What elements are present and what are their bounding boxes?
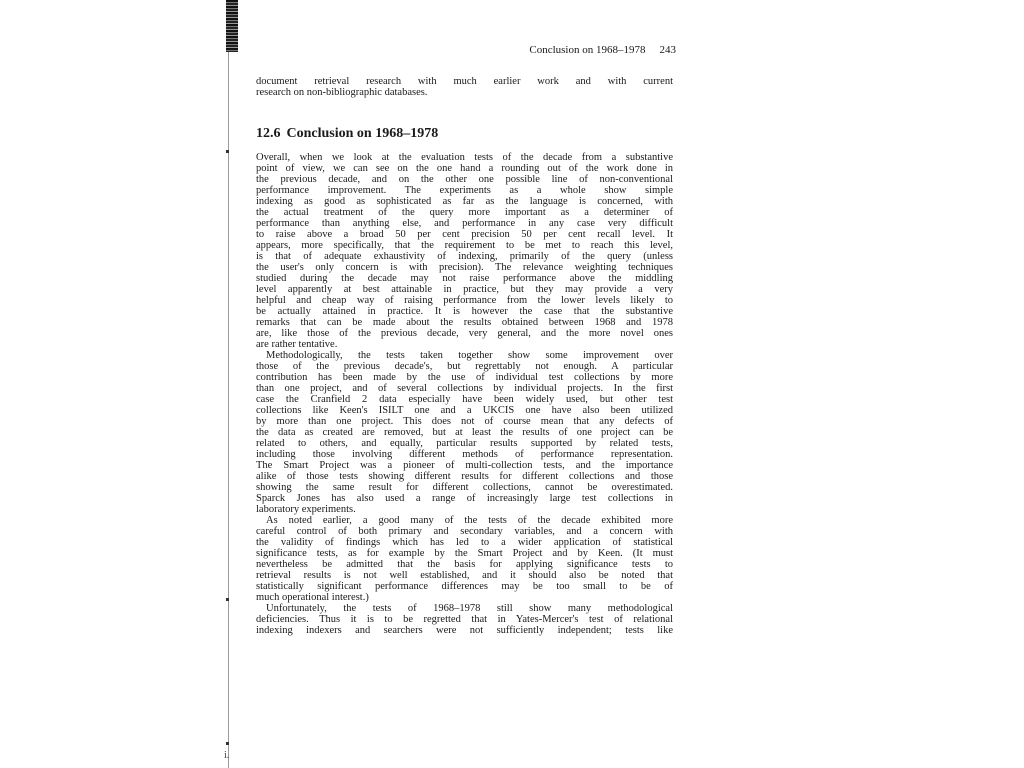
text-line: the validity of findings which has led to a wider application of statistical	[256, 537, 673, 548]
text-line: Overall, when we look at the evaluation tests of the decade from a substantive	[256, 152, 673, 163]
text-line: remarks that can be made about the results obtained between 1968 and 1978	[256, 317, 673, 328]
text-line: much operational interest.)	[256, 592, 369, 603]
text-line: document retrieval research with much earlier work and with current	[256, 76, 673, 87]
text-line: be actually attained in practice. It is however the case that the substantive	[256, 306, 673, 317]
text-line: collections like Keen's ISILT one and a UKCIS one have also been utilized	[256, 405, 673, 416]
text-line: statistically significant performance differences may be too small to be of	[256, 581, 673, 592]
section-number: 12.6	[256, 126, 281, 141]
text-line: helpful and cheap way of raising performance from the lower levels likely to	[256, 295, 673, 306]
text-line: is that of adequate exhaustivity of indexing, primarily of the query (unless	[256, 251, 673, 262]
text-line: Unfortunately, the tests of 1968–1978 still show many methodological	[266, 603, 673, 614]
margin-dot	[226, 150, 229, 153]
text-line: point of view, we can see on the one hand a rounding out of the work done in	[256, 163, 673, 174]
text-line: deficiencies. Thus it is to be regretted that in Yates-Mercer's test of relational	[256, 614, 673, 625]
margin-dot	[226, 742, 229, 745]
text-line: the actual treatment of the query more important as a determiner of	[256, 207, 673, 218]
text-line: appears, more specifically, that the requirement to be met to reach this level,	[256, 240, 673, 251]
binding-margin-line	[228, 52, 229, 768]
text-line: significance tests, as for example by the Smart Project and by Keen. (It must	[256, 548, 673, 559]
text-line: alike of those tests showing different results for different collections and those	[256, 471, 673, 482]
text-line: than one project, and of several collections by individual projects. In the first	[256, 383, 673, 394]
body-text	[256, 152, 673, 636]
text-line: level apparently at best attainable in practice, but they may provide a very	[256, 284, 673, 295]
page-number: 243	[659, 44, 676, 56]
text-line: to raise above a broad 50 per cent precision 50 per cent recall level. It	[256, 229, 673, 240]
section-heading	[256, 125, 673, 143]
text-line: nevertheless be admitted that the basis for applying significance tests to	[256, 559, 673, 570]
text-line: are rather tentative.	[256, 339, 338, 350]
text-line: laboratory experiments.	[256, 504, 356, 515]
text-line: by more than one project. This does not of course mean that any defects of	[256, 416, 673, 427]
text-line: related to others, and equally, particular results supported by related tests,	[256, 438, 673, 449]
text-line: the data as created are removed, but at least the results of one project can be	[256, 427, 673, 438]
lead-paragraph	[256, 76, 673, 98]
page-edge-shadow	[226, 0, 238, 52]
text-line: performance than anything else, and performance in any case very difficult	[256, 218, 673, 229]
text-line: including those involving different methods of performance representation.	[256, 449, 673, 460]
text-line: retrieval results is not well established, and it should also be noted that	[256, 570, 673, 581]
text-line: showing the same result for different collections, cannot be overestimated.	[256, 482, 673, 493]
margin-dot	[226, 598, 229, 601]
text-line: The Smart Project was a pioneer of multi-collection tests, and the importance	[256, 460, 673, 471]
running-head	[514, 43, 676, 57]
text-line: the previous decade, and on the other one possible line of non-conventional	[256, 174, 673, 185]
text-line: contribution has been made by the use of individual test collections by more	[256, 372, 673, 383]
text-line: studied during the decade may not raise performance above the middling	[256, 273, 673, 284]
text-line: indexing as good as sophisticated as far as the language is concerned, with	[256, 196, 673, 207]
text-line: performance improvement. The experiments as a whole show simple	[256, 185, 673, 196]
margin-mark: i.	[224, 750, 230, 761]
text-line: the user's only concern is with precision). The relevance weighting techniques	[256, 262, 673, 273]
text-line: case the Cranfield 2 data especially have been widely used, but other test	[256, 394, 673, 405]
text-line: research on non-bibliographic databases.	[256, 87, 428, 98]
text-line: careful control of both primary and secondary variables, and a concern with	[256, 526, 673, 537]
section-title: Conclusion on 1968–1978	[286, 126, 439, 141]
text-line: Methodologically, the tests taken together show some improvement over	[266, 350, 673, 361]
text-line: those of the previous decade's, but regrettably not enough. A particular	[256, 361, 673, 372]
running-head-title: Conclusion on 1968–1978	[529, 44, 646, 56]
text-line: indexing indexers and searchers were not sufficiently independent; tests like	[256, 625, 673, 636]
text-line: Sparck Jones has also used a range of increasingly large test collections in	[256, 493, 673, 504]
text-line: are, like those of the previous decade, very general, and the more novel ones	[256, 328, 673, 339]
text-line: As noted earlier, a good many of the tests of the decade exhibited more	[266, 515, 673, 526]
